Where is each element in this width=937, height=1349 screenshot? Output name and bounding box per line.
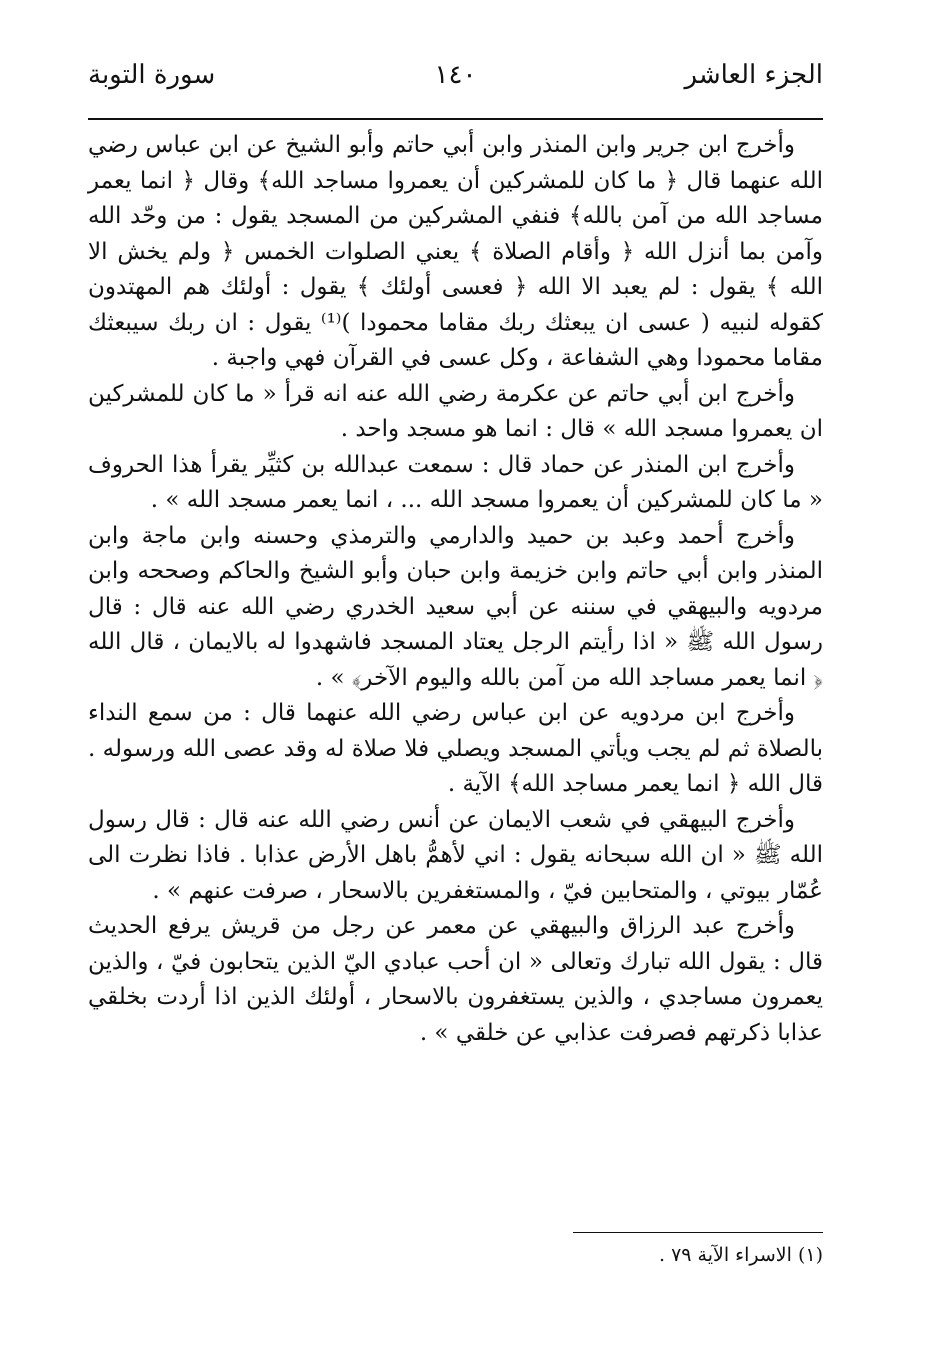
surah-title: سورة التوبة [88,60,216,90]
footnote: (١) الاسراء الآية ٧٩ . [658,1244,823,1266]
paragraph: وأخرج عبد الرزاق والبيهقي عن معمر عن رجل من قريش يرفع الحديث قال : يقول الله تبارك وتعالى « ان أحب عبادي اليّ الذين يتحابون فيّ ، والذين يعمرون مساجدي ، والذين يستغفرون بالاسحار ، أولئك الذين اذا أردت بخلقي عذابا ذكرتهم فصرفت عذابي عن خلقي » . [88,913,823,1046]
page-body [88,128,823,1051]
page-number: ١٤٠ [434,60,477,90]
paragraph: وأخرج أحمد وعبد بن حميد والدارمي والترمذي وحسنه وابن ماجة وابن المنذر وابن أبي حاتم وابن خزيمة وابن حبان وأبو الشيخ والحاكم وصححه وابن مردويه والبيهقي في سننه عن أبي سعيد الخدري رضي الله عنه قال : قال رسول الله ﷺ « اذا رأيتم الرجل يعتاد المسجد فاشهدوا له بالايمان ، قال الله ﴿ انما يعمر مساجد الله من آمن بالله واليوم الآخر﴾ » . [88,522,823,691]
page-header [88,60,823,100]
paragraph: وأخرج ابن جرير وابن المنذر وابن أبي حاتم وأبو الشيخ عن ابن عباس رضي الله عنهما قال ﴿ ما كان للمشركين أن يعمروا مساجد الله﴾ وقال ﴿ انما يعمر مساجد الله من آمن بالله﴾ فنفي المشركين من المسجد يقول : من وحّد الله وآمن بما أنزل الله ﴿ وأقام الصلاة ﴾ يعني الصلوات الخمس ﴿ ولم يخش الا الله ﴾ يقول : لم يعبد الا الله ﴿ فعسى أولئك ﴾ يقول : أولئك هم المهتدون كقوله لنبيه ( عسى ان يبعثك ربك مقاما محمودا )⁽¹⁾ يقول : ان ربك سيبعثك مقاما محمودا وهي الشفاعة ، وكل عسى في القرآن فهي واجبة . [88,132,824,371]
footnote-divider [573,1232,823,1233]
paragraph: وأخرج ابن مردويه عن ابن عباس رضي الله عنهما قال : من سمع النداء بالصلاة ثم لم يجب ويأتي المسجد ويصلي فلا صلاة له وقد عصى الله ورسوله . قال الله ﴿ انما يعمر مساجد الله﴾ الآية . [88,700,823,797]
paragraph: وأخرج البيهقي في شعب الايمان عن أنس رضي الله عنه قال : قال رسول الله ﷺ « ان الله سبحانه يقول : اني لأهمُّ باهل الأرض عذابا . فاذا نظرت الى عُمّار بيوتي ، والمتحابين فيّ ، والمستغفرين بالاسحار ، صرفت عنهم » . [88,806,823,904]
paragraph: وأخرج ابن أبي حاتم عن عكرمة رضي الله عنه انه قرأ « ما كان للمشركين ان يعمروا مسجد الله » قال : انما هو مسجد واحد . [88,380,823,442]
paragraph: وأخرج ابن المنذر عن حماد قال : سمعت عبدالله بن كثيِّر يقرأ هذا الحروف « ما كان للمشركين أن يعمروا مسجد الله ... ، انما يعمر مسجد الله » . [88,451,823,513]
part-label: الجزء العاشر [684,60,823,90]
header-divider [88,118,823,120]
